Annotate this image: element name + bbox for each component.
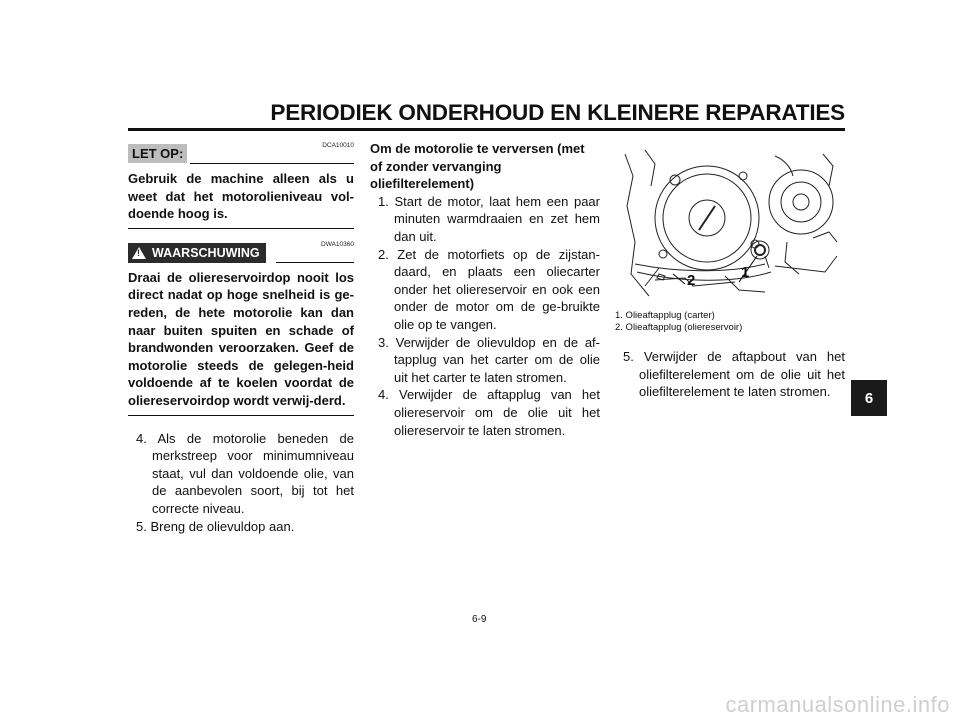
caption-line: 2. Olieaftapplug (oliereservoir) (615, 322, 743, 333)
list-item: 5. Verwijder de aftapbout van het oliefilterelement om de olie uit het oliefilterelement te laten stromen. (623, 349, 845, 400)
list-item: 4. Als de motorolie beneden de merkstreep voor minimumniveau staat, vul dan voldoende olie, van de aanbevolen soort, bij tot het correcte niveau. (136, 430, 354, 516)
list-item: 1. Start de motor, laat hem een paar minuten warmdraaien en zet hem dan uit. (378, 193, 600, 244)
notice-rule (190, 163, 354, 164)
page-header (128, 100, 845, 128)
callout-2: 2 (687, 272, 696, 289)
page-title: PERIODIEK ONDERHOUD EN KLEINERE REPARATIES (270, 100, 845, 125)
warning-end-rule (128, 415, 354, 416)
engine-drawing (615, 146, 841, 302)
list-item: 5. Breng de olievuldop aan. (136, 518, 295, 534)
engine-illustration (615, 146, 841, 302)
warning-code: DWA10360 (321, 240, 354, 248)
caption-line: 1. Olieaftapplug (carter) (615, 310, 715, 321)
chapter-tab: 6 (851, 380, 887, 416)
list-item: 3. Verwijder de olievuldop en de af-tapplug van het carter om de olie uit het carter te laten stromen. (378, 334, 600, 385)
list-item: 2. Zet de motorfiets op de zijstan-daard, en plaats een oliecarter onder het oliereservoir en ook een onder de motor om de ge-bruikte olie op te vangen. (378, 246, 600, 332)
steps-list-left (128, 430, 354, 536)
steps-list-right (615, 348, 845, 401)
column-right (615, 140, 845, 401)
page-number: 6-9 (472, 614, 487, 625)
section-heading: Om de motorolie te verversen (met of zonder vervanging oliefilterelement) (370, 141, 585, 192)
warning-triangle-icon (132, 247, 146, 259)
callout-1: 1 (741, 264, 750, 281)
column-middle (370, 140, 600, 439)
notice-badge: LET OP: (128, 144, 187, 163)
warning-rule (276, 262, 354, 263)
notice-header (128, 140, 354, 164)
watermark: carmanualsonline.info (725, 692, 950, 717)
list-item: 4. Verwijder de aftapplug van het oliereservoir om de olie uit het oliereservoir te laten stromen. (378, 387, 600, 438)
figure-caption (615, 310, 845, 334)
notice-end-rule (128, 228, 354, 229)
column-left (128, 140, 354, 535)
notice-code: DCA10010 (322, 142, 354, 149)
warning-header (128, 239, 354, 263)
warning-badge (128, 243, 266, 263)
warning-text: Draai de oliereservoirdop nooit los direct nadat op hoge snelheid is ge-reden, de hete motorolie kan dan naar buiten spuiten en schade of brandwonden veroorzaken. Geef de motorolie steeds de gelegen-heid voldoende af te koelen voordat de oliereservoirdop wordt verwij-derd. (128, 269, 354, 408)
steps-list-middle (370, 193, 600, 439)
warning-label: WAARSCHUWING (152, 245, 260, 260)
header-rule (128, 128, 845, 131)
notice-text: Gebruik de machine alleen als u weet dat het motorolieniveau vol-doende hoog is. (128, 171, 354, 222)
